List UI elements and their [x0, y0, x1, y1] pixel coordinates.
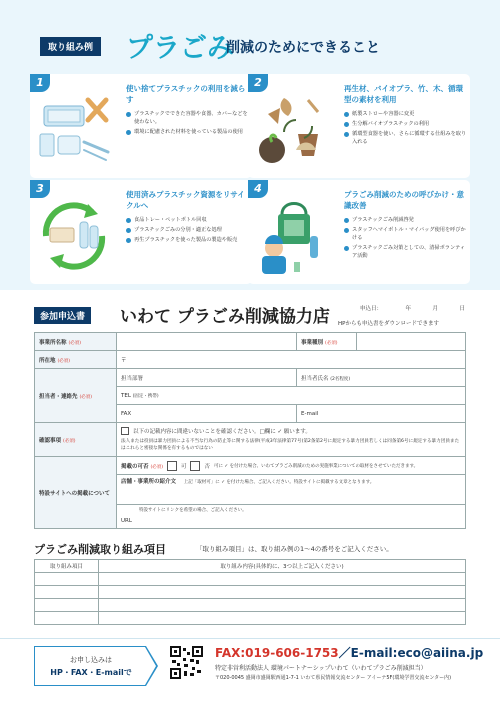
form-badge: 参加申込書 [34, 307, 91, 324]
day-label: 日 [459, 306, 466, 312]
address-label: 所在地 (必須) [35, 351, 117, 369]
card-title: 使用済みプラスチック資源をリサイクルへ [126, 190, 245, 210]
list-item: プラスチックでできた容器や食器、カバーなどを使わない。 [126, 110, 250, 126]
list-item: 紙製ストローや容器に変更 [344, 110, 468, 118]
tel-field[interactable]: TEL (固定・携帯) [117, 387, 466, 405]
card-number: 2 [248, 74, 268, 92]
site-label: 特設サイトへの掲載について [35, 457, 117, 529]
contact-label: 担当者・連絡先 (必須) [35, 369, 117, 423]
card-title: プラごみ削減のための呼びかけ・意識改善 [344, 190, 464, 210]
card-list [126, 216, 250, 246]
apply-line-2: HP・FAX・E-mailで [50, 668, 132, 677]
application-form-table [34, 332, 466, 529]
activity-item-cell[interactable] [35, 599, 99, 612]
publish-no-label: 否 [204, 463, 210, 470]
header-title: プラごみ [126, 33, 234, 64]
date-label: 申込日： [360, 306, 383, 312]
activities-title: プラごみ削減取り組み項目 [34, 543, 166, 556]
card-title: 使い捨てプラスチックの利用を減らす [126, 84, 246, 104]
example-card-1 [30, 74, 252, 178]
fax-number: FAX:019-606-1753 [215, 646, 339, 660]
example-card-4 [248, 180, 470, 284]
address-field[interactable] [117, 351, 466, 369]
business-type-field[interactable] [357, 333, 466, 351]
activities-col-content: 取り組み内容(具体的に、3つ以上ご記入ください) [99, 560, 466, 573]
business-name-label: 事業所名称 (必須) [35, 333, 117, 351]
publish-label: 掲載の可否 (必須) [121, 463, 163, 470]
activity-content-cell[interactable] [99, 573, 466, 586]
month-label: 月 [432, 306, 439, 312]
card-number: 4 [248, 180, 268, 198]
activities-note: 「取り組み項目」は、取り組み例の1～4の番号をご記入ください。 [196, 545, 393, 553]
application-date [360, 304, 465, 312]
contact-line: FAX:019-606-1753／E-mail:eco@aiina.jp [215, 646, 484, 660]
recycle-icon [36, 196, 112, 276]
confirm-check-text: 以下の記載内容に間違いないことを確認ください。□欄に ✓ 願います。 [133, 429, 311, 435]
publish-no-checkbox[interactable] [190, 461, 200, 471]
publish-yes-label: 可 [180, 463, 187, 470]
apply-box [34, 646, 146, 686]
card-number: 1 [30, 74, 50, 92]
fax-field[interactable]: FAX [117, 405, 297, 423]
year-label: 年 [405, 306, 412, 312]
url-note: 特設サイトにリンクを希望の場合、ご記入ください。 [139, 508, 247, 513]
list-item: 生分解バイオプラスチックの利用 [344, 120, 468, 128]
activity-item-cell[interactable] [35, 573, 99, 586]
list-item: 再生プラスチックを使った製品の製造や販売 [126, 236, 250, 244]
list-item: 環境に配慮された材料を使っている製品の使用 [126, 128, 250, 136]
disposable-plastics-icon [36, 90, 112, 170]
footer-divider [0, 638, 500, 639]
card-number: 3 [30, 180, 50, 198]
activity-item-cell[interactable] [35, 612, 99, 625]
intro-label: 店舗・事業所の紹介文 [121, 479, 177, 485]
publish-yes-checkbox[interactable] [167, 461, 177, 471]
form-title: いわて プラごみ削減協力店 [120, 307, 330, 327]
qr-code-icon[interactable] [170, 646, 203, 679]
list-item: プラスチックごみ対策としての、清掃ボランティア活動 [344, 244, 468, 260]
card-list [344, 216, 468, 262]
department-field[interactable]: 担当部署 [117, 369, 297, 387]
list-item: スタッフへマイボトル・マイバッグ使用を呼びかける [344, 226, 468, 242]
email-address[interactable]: E-mail:eco@aiina.jp [350, 646, 484, 660]
email-field[interactable]: E-mail [297, 405, 466, 423]
organization-name: 特定非営利活動法人 環境パートナーシップいわて（いわてプラごみ削減担当） [215, 665, 427, 672]
publish-note: 可に ✓ を付けた場合、いわてプラごみ削減のための実施事業についての取材をさせていただきます。 [213, 463, 419, 469]
url-field[interactable] [117, 505, 466, 529]
intro-field[interactable] [117, 475, 466, 505]
apply-line-1: お申し込みは [70, 656, 112, 664]
list-item: 食品トレー・ペットボトル回収 [126, 216, 250, 224]
organization-address: 〒020-0045 盛岡市盛岡駅西通1-7-1 いわて県民情報交流センター アイーナ5F(環境学習交流センター内) [215, 675, 452, 681]
activity-content-cell[interactable] [99, 599, 466, 612]
activity-item-cell[interactable] [35, 586, 99, 599]
activity-content-cell[interactable] [99, 612, 466, 625]
header-badge: 取り組み例 [40, 37, 101, 56]
example-card-2 [248, 74, 470, 178]
awareness-staff-icon [254, 196, 330, 276]
intro-note: 上記「取材可」に ✓ を付けた場合、ご記入ください。特設サイトに掲載する文章となります。 [183, 480, 375, 485]
business-type-label: 事業種別 (必須) [297, 333, 357, 351]
confirm-text: 法人または役員は暴力団員による不当な行為の防止等に関する法律(平成3年法律第77号)第2条第2号に規定する暴力団員若しくは同条第6号に規定する暴力団員またはこれらと密接な関係を有するものではない [121, 439, 460, 451]
confirm-checkbox[interactable] [121, 427, 129, 435]
header-subtitle: 削減のためにできること [226, 40, 380, 56]
download-note: HPからも申込書をダウンロードできます [338, 321, 439, 327]
postal-mark: 〒 [121, 357, 127, 364]
card-list [126, 110, 250, 138]
list-item: プラスチックごみ削減啓発 [344, 216, 468, 224]
example-card-3 [30, 180, 252, 284]
business-name-field[interactable] [117, 333, 297, 351]
activities-col-item: 取り組み項目 [35, 560, 99, 573]
list-item: 循環型食器を使い、さらに循環する仕組みを取り入れる [344, 130, 468, 146]
activities-table [34, 559, 466, 625]
activity-content-cell[interactable] [99, 586, 466, 599]
confirm-label: 確認事項 (必須) [35, 423, 117, 457]
list-item: プラスチックごみの分別・適正な処理 [126, 226, 250, 234]
card-title: 再生材、バイオプラ、竹、木、循環型の素材を利用 [344, 84, 463, 104]
card-list [344, 110, 468, 148]
confirm-field[interactable] [117, 423, 466, 457]
eco-materials-icon [254, 90, 330, 170]
url-label: URL [121, 518, 132, 524]
person-name-field[interactable]: 担当者氏名 (2名程度) [297, 369, 466, 387]
publish-field [117, 457, 466, 475]
